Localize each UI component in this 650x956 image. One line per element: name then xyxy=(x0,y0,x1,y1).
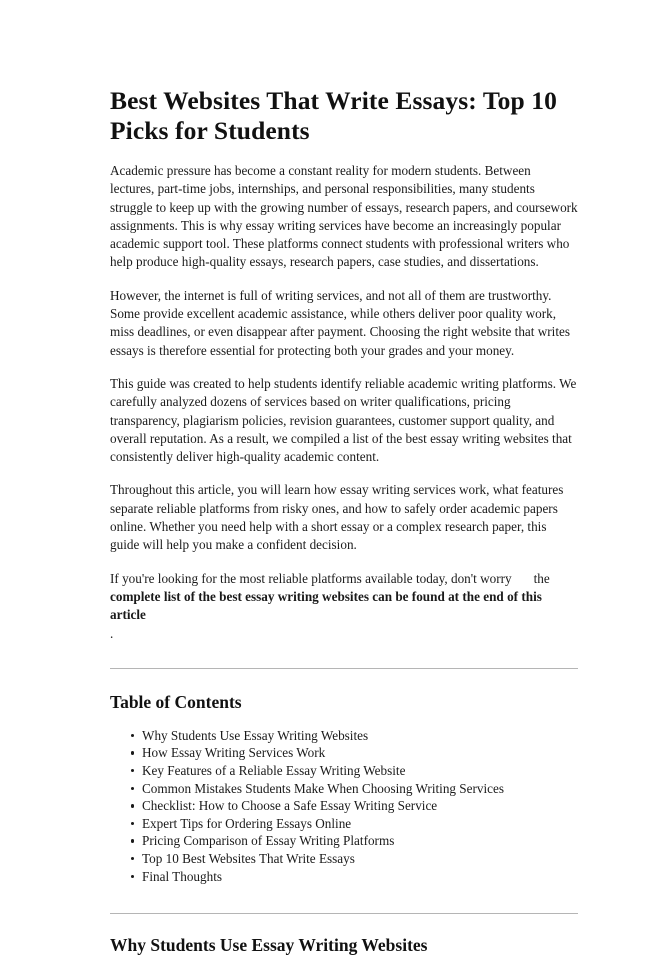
bullet-icon xyxy=(131,804,134,807)
list-item-label: Key Features of a Reliable Essay Writing Website xyxy=(142,763,406,779)
intro-paragraph-3: This guide was created to help students identify reliable academic writing platforms. We carefully analyzed dozens of services based on writer qualifications, pricing transparency, plagiarism policies, revision guarantees, customer support quality, and overall reputation. As a result, we compiled a list of the best essay writing websites that consistently deliver high-quality academic content. xyxy=(110,375,577,465)
list-item-label: Common Mistakes Students Make When Choosing Writing Services xyxy=(142,780,504,796)
closing-trailing-period: . xyxy=(110,625,114,641)
bullet-icon xyxy=(131,839,134,842)
closing-paragraph xyxy=(110,570,578,643)
intro-paragraph-1: Academic pressure has become a constant reality for modern students. Between lectures, part-time jobs, internships, and personal responsibilities, many students struggle to keep up with the growing number of essays, research papers, and coursework assignments. This is why essay writing services have become an increasingly popular academic support tool. These platforms connect students with professional writers who help produce high-quality essays, research papers, case studies, and dissertations. xyxy=(110,163,578,270)
article-content xyxy=(110,86,578,956)
list-item[interactable] xyxy=(131,850,578,868)
list-item[interactable] xyxy=(131,797,578,815)
list-item[interactable] xyxy=(131,762,578,780)
closing-connector-text: the xyxy=(533,570,550,586)
list-item-label: Top 10 Best Websites That Write Essays xyxy=(142,850,355,866)
section-divider-bottom xyxy=(110,913,578,914)
bullet-icon xyxy=(131,857,134,860)
list-item[interactable] xyxy=(131,744,578,762)
list-item[interactable] xyxy=(131,868,578,886)
list-item-label: Checklist: How to Choose a Safe Essay Writing Service xyxy=(142,798,438,814)
list-item-label: How Essay Writing Services Work xyxy=(142,745,326,761)
intro-paragraph-4: Throughout this article, you will learn how essay writing services work, what features separate reliable platforms from risky ones, and how to safely order academic papers online. Whether you need help with a short essay or a complex research paper, this guide will help you make a confident decision. xyxy=(110,482,564,553)
bullet-icon xyxy=(131,751,134,754)
bullet-icon xyxy=(131,734,134,737)
page-title: Best Websites That Write Essays: Top 10 Picks for Students xyxy=(110,86,557,145)
list-item[interactable] xyxy=(131,832,578,850)
closing-lead-text: If you're looking for the most reliable platforms available today, don't worry xyxy=(110,570,512,586)
table-of-contents-heading: Table of Contents xyxy=(110,691,242,712)
bullet-icon xyxy=(131,769,134,772)
list-item[interactable] xyxy=(131,727,578,745)
list-item-label: Pricing Comparison of Essay Writing Platforms xyxy=(142,833,395,849)
list-item-label: Final Thoughts xyxy=(142,868,222,884)
table-of-contents-list xyxy=(110,727,578,885)
closing-bold-text: complete list of the best essay writing websites can be found at the end of this article xyxy=(110,588,542,623)
bullet-icon xyxy=(131,822,134,825)
list-item[interactable] xyxy=(131,780,578,798)
next-section-heading: Why Students Use Essay Writing Websites xyxy=(110,935,428,956)
bullet-icon xyxy=(131,787,134,790)
bullet-icon xyxy=(131,875,134,878)
list-item-label: Why Students Use Essay Writing Websites xyxy=(142,727,369,743)
list-item[interactable] xyxy=(131,815,578,833)
intro-paragraph-2: However, the internet is full of writing services, and not all of them are trustworthy. Some provide excellent academic assistance, while others deliver poor quality work, miss deadlines, or even disappear after payment. Choosing the right website that writes essays is therefore essential for protecting both your grades and your money. xyxy=(110,287,570,358)
section-divider-top xyxy=(110,668,578,669)
list-item-label: Expert Tips for Ordering Essays Online xyxy=(142,815,352,831)
